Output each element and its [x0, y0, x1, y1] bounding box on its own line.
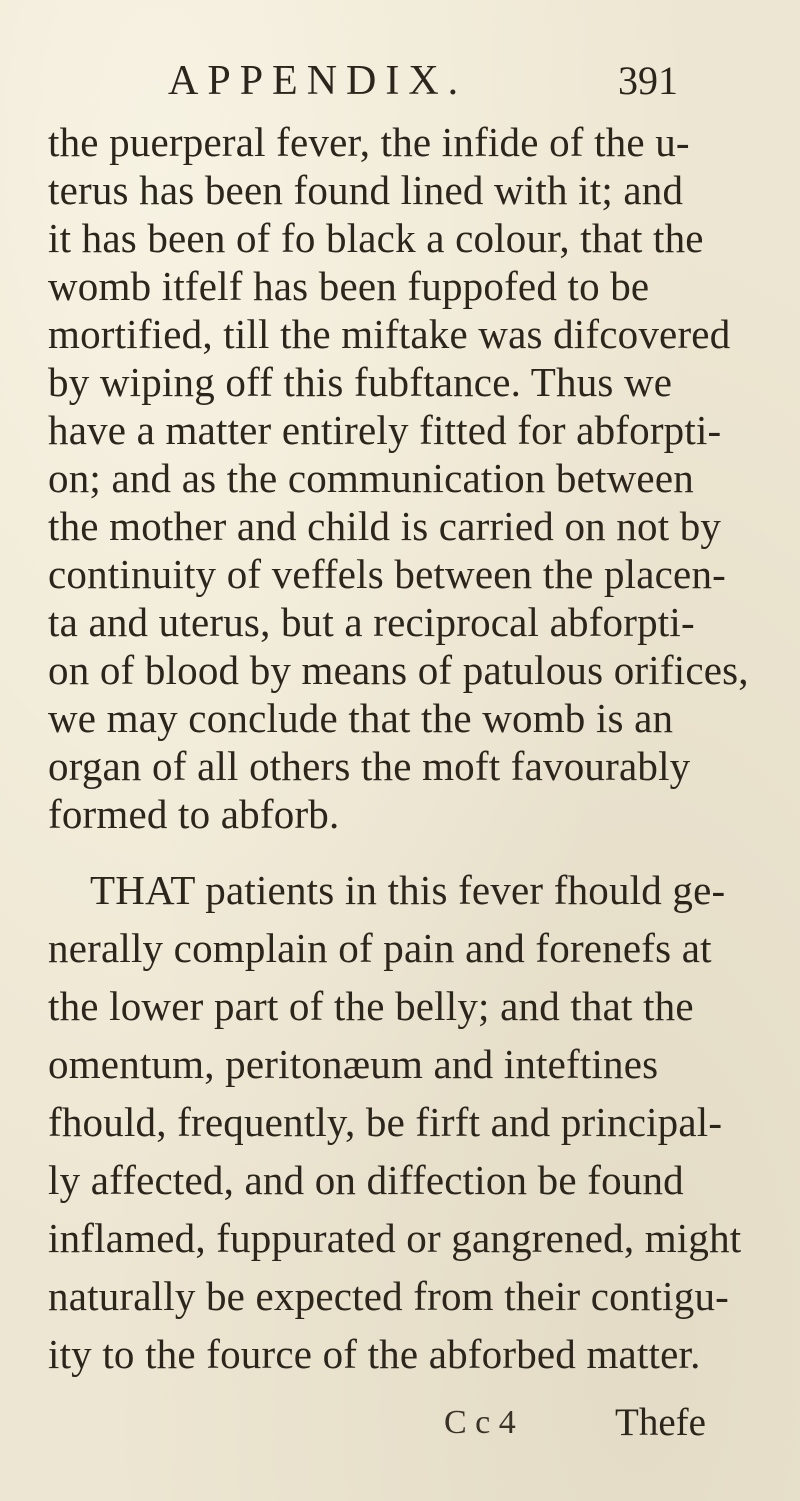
page-number: 391 — [618, 58, 678, 103]
running-head — [0, 58, 800, 104]
text-line: the puerperal fever, the infide of the u- — [48, 119, 690, 165]
text-line: nerally complain of pain and forenefs at — [48, 925, 712, 971]
text-line: naturally be expected from their contigu- — [48, 1273, 730, 1319]
text-line: the mother and child is carried on not by — [48, 503, 722, 549]
catchword: Thefe — [615, 1401, 706, 1444]
text-line: it has been of fo black a colour, that the — [48, 215, 704, 261]
text-line: mortified, till the miftake was difcovered — [48, 311, 731, 357]
text-line: have a matter entirely fitted for abforpti- — [48, 407, 722, 453]
signature-mark: C c 4 — [444, 1404, 516, 1441]
text-line: continuity of veffels between the placen- — [48, 551, 726, 597]
text-line: formed to abforb. — [48, 791, 340, 837]
text-line: the lower part of the belly; and that the — [48, 983, 694, 1029]
text-line: we may conclude that the womb is an — [48, 695, 674, 741]
text-line: terus has been found lined with it; and — [48, 167, 684, 213]
text-line: by wiping off this fubftance. Thus we — [48, 359, 673, 405]
text-line: womb itfelf has been fuppofed to be — [48, 263, 650, 309]
text-line: inflamed, fuppurated or gangrened, might — [48, 1215, 742, 1261]
text-line: ity to the fource of the abforbed matter. — [48, 1331, 701, 1377]
text-line: omentum, peritonæum and inteftines — [48, 1041, 659, 1087]
text-line: ly affected, and on diffection be found — [48, 1157, 684, 1203]
text-line: on of blood by means of patulous orifices, — [48, 647, 749, 693]
running-title: APPENDIX. — [168, 58, 468, 104]
text-line: on; and as the communication between — [48, 455, 694, 501]
text-line: ta and uterus, but a reciprocal abforpti- — [48, 599, 695, 645]
text-line: fhould, frequently, be firft and principal- — [48, 1099, 723, 1145]
text-line: THAT patients in this fever fhould ge- — [90, 867, 726, 913]
text-line: organ of all others the moft favourably — [48, 743, 691, 789]
